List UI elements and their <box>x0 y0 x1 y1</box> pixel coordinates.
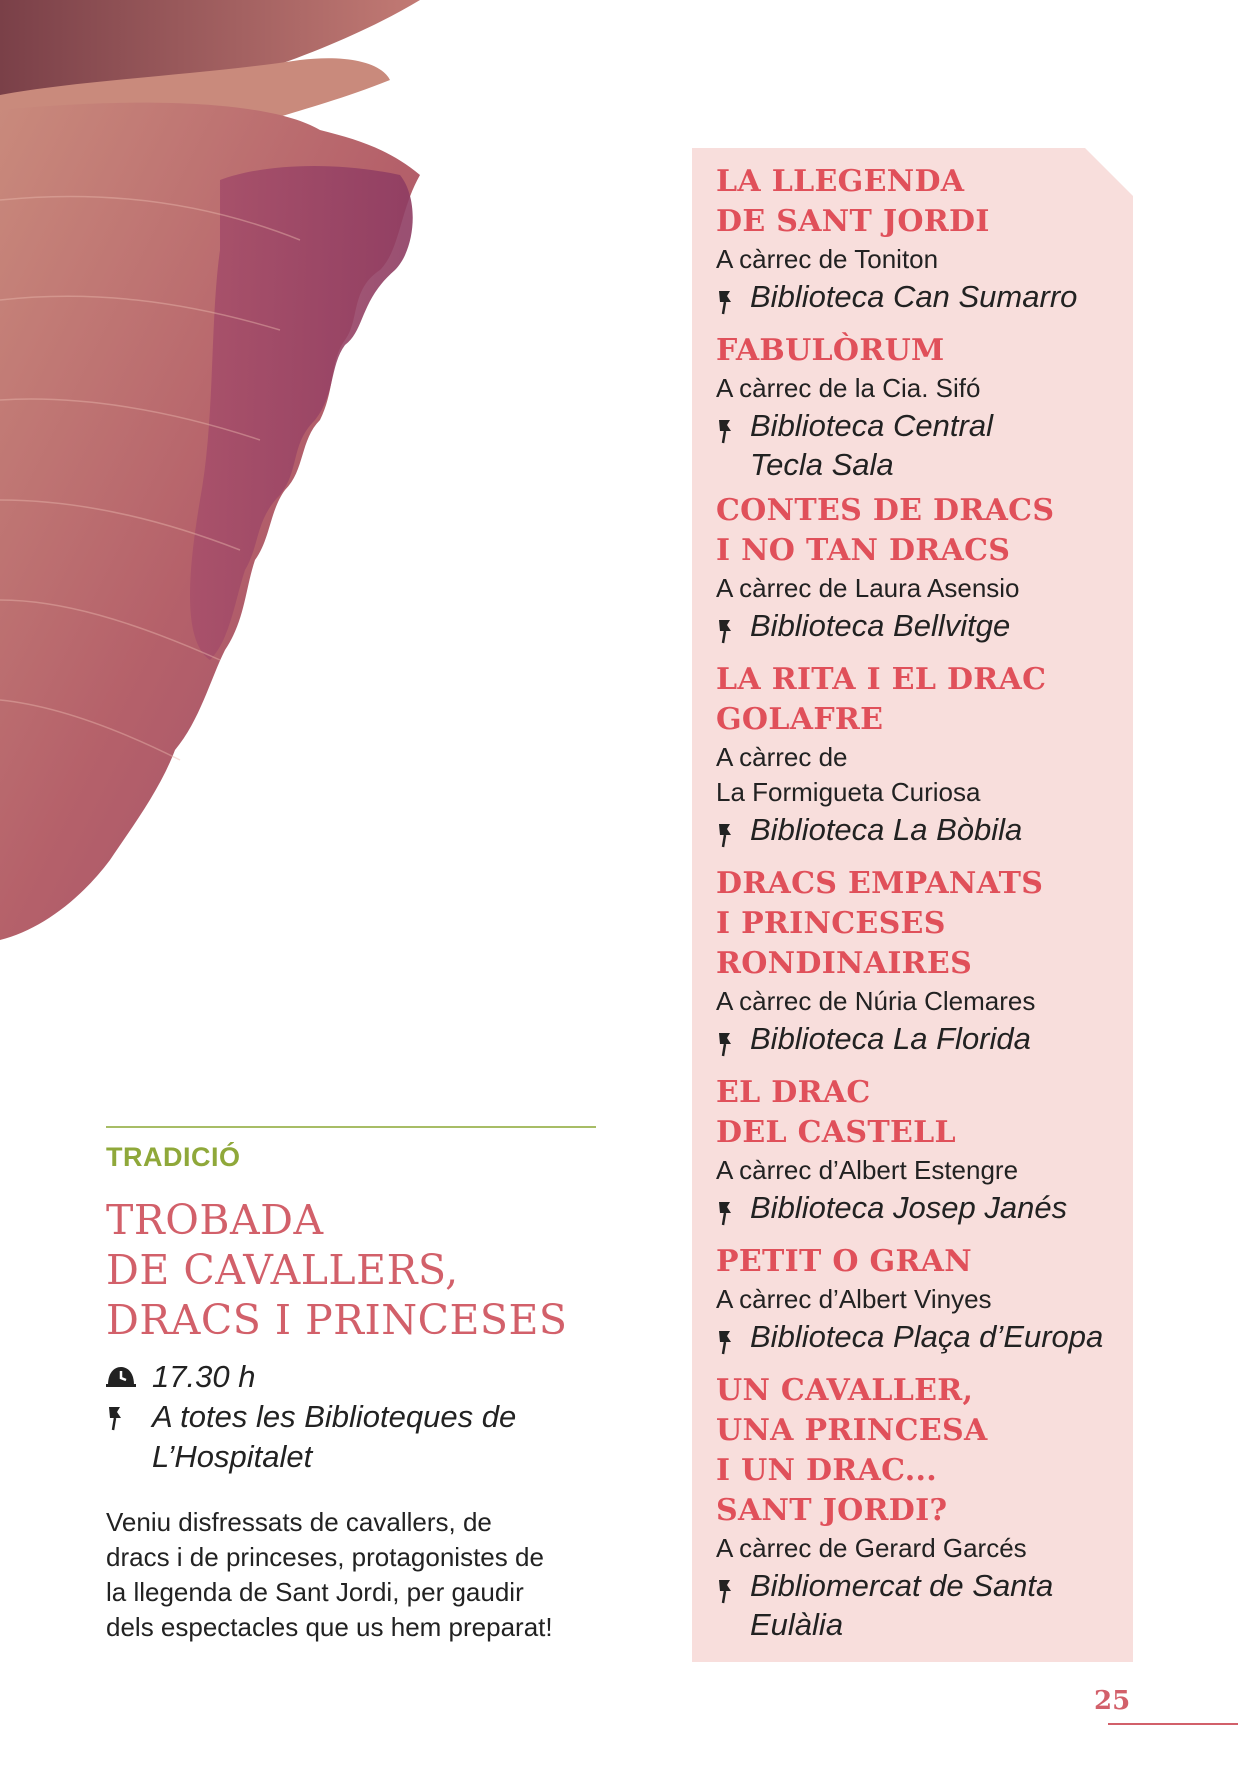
event-entry <box>716 1242 1146 1364</box>
event-title-line: LA RITA I EL DRAC <box>716 662 1047 697</box>
pin-icon <box>716 1317 750 1364</box>
event-entry <box>716 660 1146 857</box>
event-location-line: Biblioteca Bellvitge <box>750 608 1011 643</box>
description-line: dracs i de princeses, protagonistes de <box>106 1542 544 1572</box>
time-row <box>106 1357 596 1397</box>
event-location-line: Biblioteca Josep Janés <box>750 1190 1068 1225</box>
page-number: 25 <box>1094 1686 1131 1716</box>
pin-icon <box>716 277 750 324</box>
event-title <box>716 1371 1146 1531</box>
event-location-line: Tecla Sala <box>750 447 894 482</box>
location-line: A totes les Biblioteques de <box>152 1399 517 1434</box>
event-title-line: GOLAFRE <box>716 702 884 737</box>
event-entry <box>716 864 1146 1066</box>
event-presenter-line: A càrrec de Laura Asensio <box>716 573 1020 603</box>
event-location-line: Biblioteca Central <box>750 408 993 443</box>
event-title-line: DEL CASTELL <box>716 1115 956 1150</box>
event-time: 17.30 h <box>152 1359 256 1394</box>
event-presenter <box>716 371 1146 406</box>
article-description <box>106 1505 596 1645</box>
event-location <box>716 1188 1146 1235</box>
event-presenter <box>716 984 1146 1019</box>
event-title <box>716 1073 1146 1153</box>
pin-icon <box>716 1566 750 1613</box>
event-title <box>716 491 1146 571</box>
event-title-line: I NO TAN DRACS <box>716 533 1011 568</box>
petal-illustration <box>0 0 460 960</box>
event-title-line: DE SANT JORDI <box>716 204 990 239</box>
event-title-line: UNA PRINCESA <box>716 1413 988 1448</box>
article-title-line: TROBADA <box>106 1196 324 1244</box>
event-location-line: Biblioteca Can Sumarro <box>750 279 1078 314</box>
pin-icon <box>716 606 750 653</box>
event-title-line: I PRINCESES <box>716 906 946 941</box>
event-title <box>716 162 1146 242</box>
event-presenter <box>716 740 1146 810</box>
event-presenter <box>716 1153 1146 1188</box>
description-line: Veniu disfressats de cavallers, de <box>106 1507 492 1537</box>
event-presenter-line: La Formigueta Curiosa <box>716 777 981 807</box>
event-location <box>716 406 1146 484</box>
event-title-line: PETIT O GRAN <box>716 1244 972 1279</box>
event-entry <box>716 331 1146 484</box>
event-presenter <box>716 1531 1146 1566</box>
event-title <box>716 1242 1146 1282</box>
clock-icon <box>106 1357 152 1387</box>
events-list <box>716 162 1146 1651</box>
event-entry <box>716 491 1146 653</box>
location-row <box>106 1397 596 1477</box>
event-title-line: CONTES DE DRACS <box>716 493 1055 528</box>
event-location <box>716 277 1146 324</box>
event-title-line: I UN DRAC... <box>716 1453 938 1488</box>
article <box>106 1126 596 1645</box>
article-title <box>106 1195 596 1345</box>
event-presenter <box>716 1282 1146 1317</box>
event-title-line: LA LLEGENDA <box>716 164 965 199</box>
page-number-rule <box>1108 1723 1238 1725</box>
event-entry <box>716 162 1146 324</box>
event-location <box>716 1317 1146 1364</box>
event-title-line: DRACS EMPANATS <box>716 866 1044 901</box>
event-location <box>716 1019 1146 1066</box>
event-title-line: SANT JORDI? <box>716 1493 948 1528</box>
pin-icon <box>716 1019 750 1066</box>
description-line: dels espectacles que us hem preparat! <box>106 1612 553 1642</box>
article-meta <box>106 1357 596 1477</box>
event-location <box>716 1566 1146 1644</box>
event-title <box>716 660 1146 740</box>
event-presenter-line: A càrrec de la Cia. Sifó <box>716 373 981 403</box>
event-title-line: UN CAVALLER, <box>716 1373 974 1408</box>
location-line: L’Hospitalet <box>152 1439 313 1474</box>
event-presenter-line: A càrrec de <box>716 742 848 772</box>
event-location-line: Biblioteca La Florida <box>750 1021 1031 1056</box>
pin-icon <box>716 810 750 857</box>
event-title <box>716 331 1146 371</box>
event-entry <box>716 1073 1146 1235</box>
event-presenter-line: A càrrec de Toniton <box>716 244 939 274</box>
pin-icon <box>716 1188 750 1235</box>
event-title-line: RONDINAIRES <box>716 946 973 981</box>
event-location-line: Biblioteca Plaça d’Europa <box>750 1319 1104 1354</box>
event-title <box>716 864 1146 984</box>
divider <box>106 1126 596 1128</box>
event-title-line: EL DRAC <box>716 1075 871 1110</box>
article-title-line: DE CAVALLERS, <box>106 1246 459 1294</box>
event-entry <box>716 1371 1146 1644</box>
event-presenter <box>716 242 1146 277</box>
description-line: la llegenda de Sant Jordi, per gaudir <box>106 1577 524 1607</box>
event-location-line: Biblioteca La Bòbila <box>750 812 1023 847</box>
event-location <box>716 810 1146 857</box>
pin-icon <box>716 406 750 453</box>
event-presenter-line: A càrrec de Gerard Garcés <box>716 1533 1027 1563</box>
event-location-line: Bibliomercat de Santa <box>750 1568 1054 1603</box>
event-location-line: Eulàlia <box>750 1607 844 1642</box>
event-presenter-line: A càrrec d’Albert Vinyes <box>716 1284 992 1314</box>
event-presenter-line: A càrrec de Núria Clemares <box>716 986 1036 1016</box>
event-title-line: FABULÒRUM <box>716 333 945 368</box>
event-presenter <box>716 571 1146 606</box>
pin-icon <box>106 1397 152 1431</box>
event-presenter-line: A càrrec d’Albert Estengre <box>716 1155 1019 1185</box>
event-location <box>716 606 1146 653</box>
category-label: TRADICIÓ <box>106 1142 241 1172</box>
article-title-line: DRACS I PRINCESES <box>106 1296 568 1344</box>
